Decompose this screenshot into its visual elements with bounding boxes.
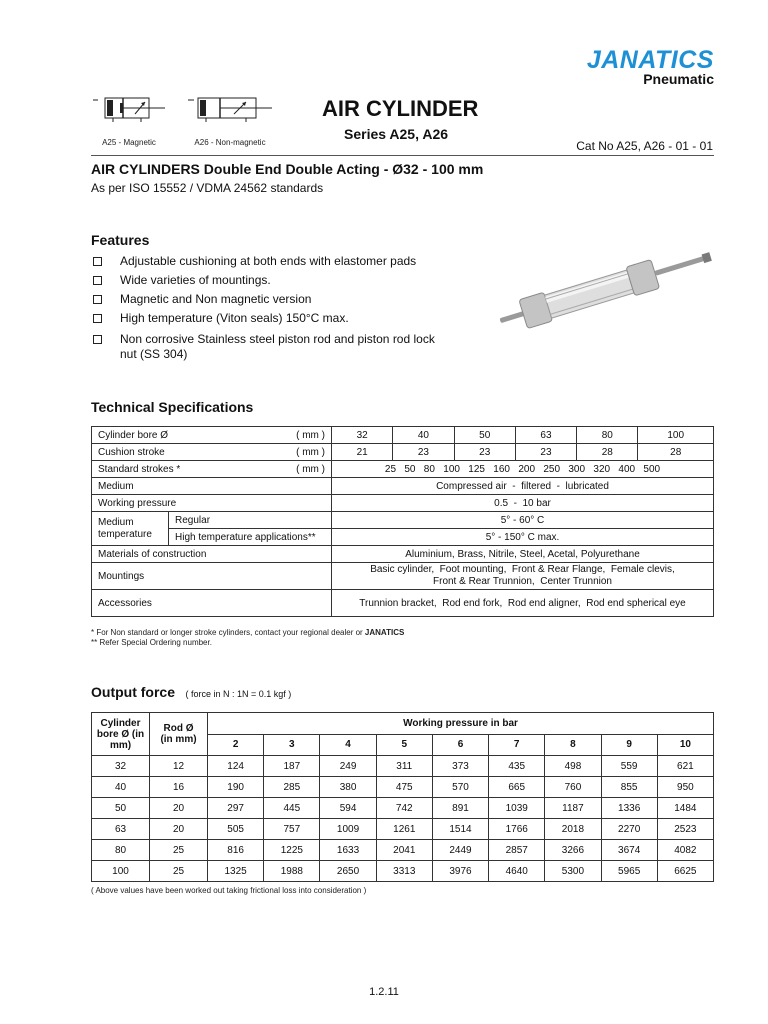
divider — [91, 155, 714, 156]
table-row: Cushion stroke ( mm ) 21 23 23 23 28 28 — [92, 444, 714, 461]
table-row: Accessories Trunnion bracket, Rod end fork, Rod end aligner, Rod end spherical eye — [92, 590, 714, 617]
features-heading: Features — [91, 232, 150, 248]
symbol-magnetic — [93, 94, 165, 147]
standards-text: As per ISO 15552 / VDMA 24562 standards — [91, 181, 324, 195]
features-list — [91, 254, 451, 366]
table-header-row: Cylinder bore Ø (in mm) Rod Ø (in mm) Working pressure in bar — [92, 713, 714, 735]
brand-sub: Pneumatic — [643, 71, 714, 87]
checkbox-bullet-icon — [93, 257, 102, 266]
page-title: AIR CYLINDER — [322, 96, 479, 121]
product-image — [492, 236, 718, 337]
list-item: High temperature (Viton seals) 150°C max. — [91, 311, 451, 326]
footnote-1: * For Non standard or longer stroke cylinders, contact your regional dealer or JANATICS — [91, 628, 405, 637]
catalog-number: Cat No A25, A26 - 01 - 01 — [576, 139, 713, 153]
table-row: 40 16 190 285 380 475 570 665 760 855 950 — [92, 777, 714, 798]
table-row: Mountings Basic cylinder, Foot mounting, Front & Rear Flange, Female clevis, Front & Rear Trunnion, Center Trunnion — [92, 563, 714, 590]
table-row: Working pressure 0.5 - 10 bar — [92, 495, 714, 512]
output-heading: Output force ( force in N : 1N = 0.1 kgf ) — [91, 684, 292, 700]
table-row: Medium temperature Regular 5° - 60° C — [92, 512, 714, 529]
table-row: 100 25 1325 1988 2650 3313 3976 4640 5300 5965 6625 — [92, 861, 714, 882]
list-item: Wide varieties of mountings. — [91, 273, 451, 288]
brand-logo — [587, 48, 714, 87]
product-heading: AIR CYLINDERS Double End Double Acting - Ø32 - 100 mm — [91, 161, 484, 177]
table-row: Standard strokes * ( mm ) 25 50 80 100 125 160 200 250 300 320 400 500 — [92, 461, 714, 478]
specs-heading: Technical Specifications — [91, 399, 254, 415]
series-label: Series A25, A26 — [344, 126, 449, 142]
symbol-non-magnetic — [188, 94, 272, 147]
checkbox-bullet-icon — [93, 295, 102, 304]
symbol-label: A25 - Magnetic — [102, 138, 156, 147]
list-item: Magnetic and Non magnetic version — [91, 292, 451, 307]
table-row: Cylinder bore Ø ( mm ) 32 40 50 63 80 100 — [92, 427, 714, 444]
page-number: 1.2.11 — [369, 986, 399, 998]
table-row: 50 20 297 445 594 742 891 1039 1187 1336 1484 — [92, 798, 714, 819]
table-row: Materials of construction Aluminium, Brass, Nitrile, Steel, Acetal, Polyurethane — [92, 546, 714, 563]
cylinder-symbol-icon — [188, 94, 272, 132]
table-row: 63 20 505 757 1009 1261 1514 1766 2018 2270 2523 — [92, 819, 714, 840]
table-header-row: 2 3 4 5 6 7 8 9 10 — [92, 734, 714, 756]
air-cylinder-image — [492, 236, 718, 332]
table-row: 32 12 124 187 249 311 373 435 498 559 621 — [92, 756, 714, 777]
list-item: Adjustable cushioning at both ends with elastomer pads — [91, 254, 451, 269]
cylinder-symbol-icon — [93, 94, 165, 132]
footnote-2: ** Refer Special Ordering number. — [91, 638, 212, 647]
output-footnote: ( Above values have been worked out taking frictional loss into consideration ) — [91, 886, 367, 895]
checkbox-bullet-icon — [93, 276, 102, 285]
table-row: 80 25 816 1225 1633 2041 2449 2857 3266 3674 4082 — [92, 840, 714, 861]
list-item: Non corrosive Stainless steel piston rod and piston rod lock nut (SS 304) — [91, 332, 440, 362]
table-row: High temperature applications** 5° - 150° C max. — [92, 529, 714, 546]
specs-table — [91, 426, 714, 617]
output-force-table — [91, 712, 714, 882]
brand-name: JANATICS — [586, 46, 714, 74]
checkbox-bullet-icon — [93, 314, 102, 323]
checkbox-bullet-icon — [93, 335, 102, 344]
table-row: Medium Compressed air - filtered - lubricated — [92, 478, 714, 495]
symbol-label: A26 - Non-magnetic — [194, 138, 266, 147]
